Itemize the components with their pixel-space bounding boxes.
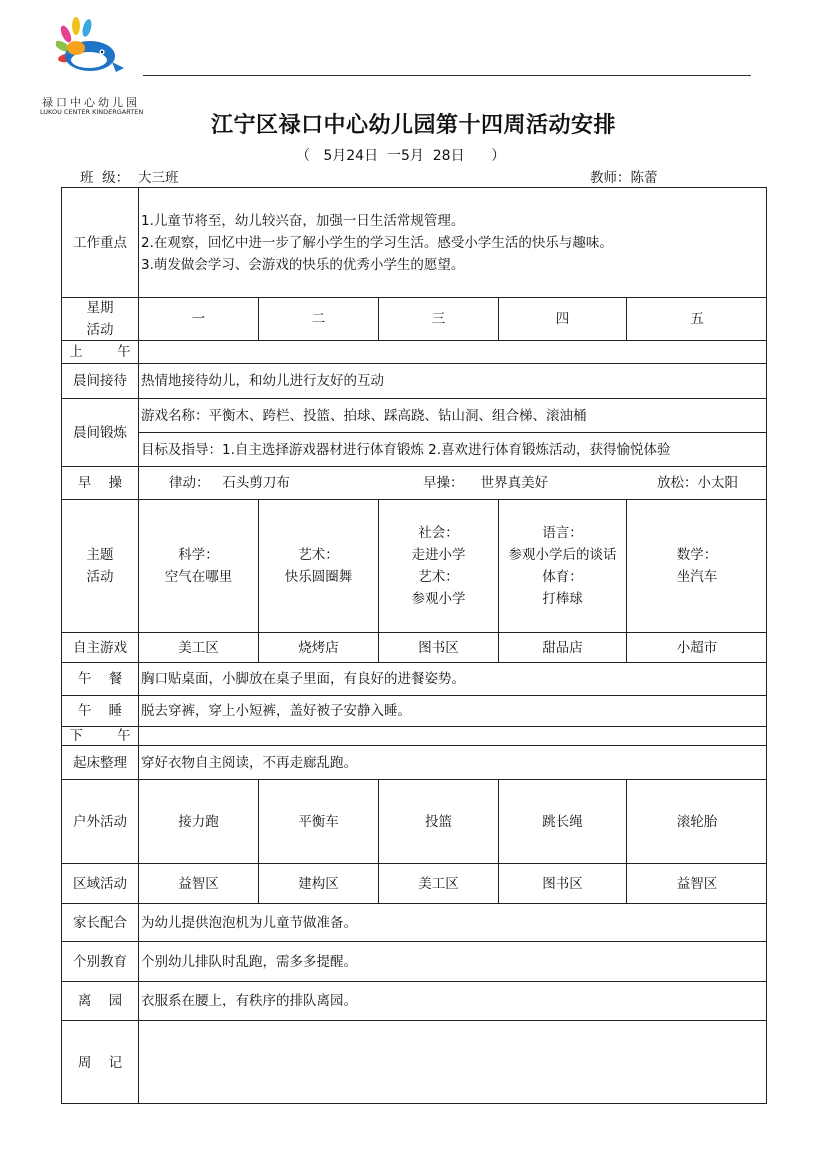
activity-label: 活动: [86, 569, 114, 585]
theme-label: 主题: [86, 547, 114, 563]
morning-drill-label: 早 操: [61, 466, 138, 499]
class-label: 班 级：: [80, 170, 130, 186]
outdoor-tue: 平衡车: [258, 779, 378, 863]
nap-text: 脱去穿裤，穿上小短裤，盖好被子安静入睡。: [138, 695, 767, 726]
work-focus-content: [138, 187, 767, 297]
area-mon: 益智区: [138, 863, 258, 903]
weekday-header-label: [61, 297, 138, 340]
class-value: 大三班: [138, 170, 179, 186]
header-rule: [143, 75, 751, 76]
parent-cooperation-label: 家长配合: [61, 903, 138, 941]
theme-topic: 打棒球: [542, 591, 583, 607]
morning-exercise-goals: 目标及指导：1.自主选择游戏器材进行体育锻炼 2.喜欢进行体育锻炼活动，获得愉悦体验: [138, 432, 767, 466]
morning-reception-text: 热情地接待幼儿，和幼儿进行友好的互动: [138, 363, 767, 398]
area-thu: 图书区: [498, 863, 626, 903]
work-focus-item: 1.儿童节将至，幼儿较兴奋，加强一日生活常规管理。: [141, 212, 465, 229]
day-header-mon: 一: [138, 297, 258, 340]
theme-fri: [626, 499, 767, 632]
leaving-label: 离 园: [61, 981, 138, 1020]
theme-subject: 社会：: [418, 525, 459, 541]
work-focus-label: 工作重点: [61, 187, 138, 297]
work-focus-item: 3.萌发做会学习、会游戏的快乐的优秀小学生的愿望。: [141, 256, 465, 273]
drill-exercise: 早操： 世界真美好: [423, 475, 549, 491]
outdoor-activity-label: 户外活动: [61, 779, 138, 863]
theme-wed: [378, 499, 498, 632]
weekly-notes-text: [138, 1020, 767, 1104]
logo-english-name: LUKOU CENTER KINDERGARTEN: [40, 108, 144, 116]
theme-subject: 艺术：: [298, 547, 339, 563]
free-play-fri: 小超市: [626, 632, 767, 662]
outdoor-fri: 滚轮胎: [626, 779, 767, 863]
theme-subject: 语言：: [542, 525, 583, 541]
work-focus-item: 2.在观察，回忆中进一步了解小学生的学习生活。感受小学生活的快乐与趣味。: [141, 234, 613, 251]
wake-up-text: 穿好衣物自主阅读，不再走廊乱跑。: [138, 745, 767, 779]
individual-education-text: 个别幼儿排队时乱跑，需多多提醒。: [138, 941, 767, 981]
afternoon-section-label: 下 午: [61, 726, 138, 745]
theme-subject: 科学：: [178, 547, 219, 563]
theme-topic: 快乐圆圈舞: [284, 569, 353, 585]
free-play-tue: 烧烤店: [258, 632, 378, 662]
free-play-label: 自主游戏: [61, 632, 138, 662]
area-fri: 益智区: [626, 863, 767, 903]
individual-education-label: 个别教育: [61, 941, 138, 981]
morning-drill-row: [138, 466, 767, 499]
morning-exercise-games: 游戏名称：平衡木、跨栏、投篮、拍球、踩高跷、钻山洞、组合梯、滚油桶: [138, 398, 767, 432]
theme-subject: 艺术：: [418, 569, 459, 585]
activity-label: 活动: [86, 322, 114, 338]
lunch-label: 午 餐: [61, 662, 138, 695]
outdoor-thu: 跳长绳: [498, 779, 626, 863]
theme-mon: [138, 499, 258, 632]
free-play-wed: 图书区: [378, 632, 498, 662]
theme-topic: 走进小学: [411, 547, 466, 563]
rainbow-fish-logo-icon: [56, 16, 128, 86]
free-play-mon: 美工区: [138, 632, 258, 662]
morning-section-label: 上 午: [61, 340, 138, 363]
page-title: 江宁区禄口中心幼儿园第十四周活动安排: [210, 112, 616, 138]
weekly-schedule-table: [61, 187, 767, 1104]
day-header-thu: 四: [498, 297, 626, 340]
teacher-name: 教师：陈蕾: [590, 170, 658, 186]
theme-topic: 空气在哪里: [164, 569, 233, 585]
day-header-wed: 三: [378, 297, 498, 340]
logo-chinese-name: 禄口中心幼儿园: [42, 96, 140, 109]
area-wed: 美工区: [378, 863, 498, 903]
drill-rhythm: 律动： 石头剪刀布: [169, 475, 290, 491]
theme-activity-label: [61, 499, 138, 632]
theme-tue: [258, 499, 378, 632]
theme-topic: 参观小学: [411, 591, 466, 607]
outdoor-wed: 投篮: [378, 779, 498, 863]
theme-thu: [498, 499, 626, 632]
outdoor-mon: 接力跑: [138, 779, 258, 863]
morning-exercise-label: 晨间锻炼: [61, 398, 138, 466]
nap-label: 午 睡: [61, 695, 138, 726]
area-activity-label: 区域活动: [61, 863, 138, 903]
day-header-tue: 二: [258, 297, 378, 340]
lunch-text: 胸口贴桌面，小脚放在桌子里面，有良好的进餐姿势。: [138, 662, 767, 695]
weekly-notes-label: 周 记: [61, 1020, 138, 1104]
theme-topic: 参观小学后的谈话: [508, 547, 617, 563]
theme-subject: 数学：: [676, 547, 718, 563]
theme-topic: 坐汽车: [676, 569, 718, 585]
kindergarten-logo: [36, 16, 146, 116]
morning-reception-label: 晨间接待: [61, 363, 138, 398]
morning-section-blank: [138, 340, 767, 363]
afternoon-section-blank: [138, 726, 767, 745]
theme-subject: 体育：: [542, 569, 583, 585]
area-tue: 建构区: [258, 863, 378, 903]
wake-up-label: 起床整理: [61, 745, 138, 779]
parent-cooperation-text: 为幼儿提供泡泡机为儿童节做准备。: [138, 903, 767, 941]
drill-relax: 放松：小太阳: [657, 475, 738, 491]
weekday-label: 星期: [86, 300, 114, 316]
leaving-text: 衣服系在腰上，有秩序的排队离园。: [138, 981, 767, 1020]
day-header-fri: 五: [626, 297, 767, 340]
free-play-thu: 甜品店: [498, 632, 626, 662]
date-range: （ 5月24日 一5月 28日 ）: [296, 148, 506, 164]
